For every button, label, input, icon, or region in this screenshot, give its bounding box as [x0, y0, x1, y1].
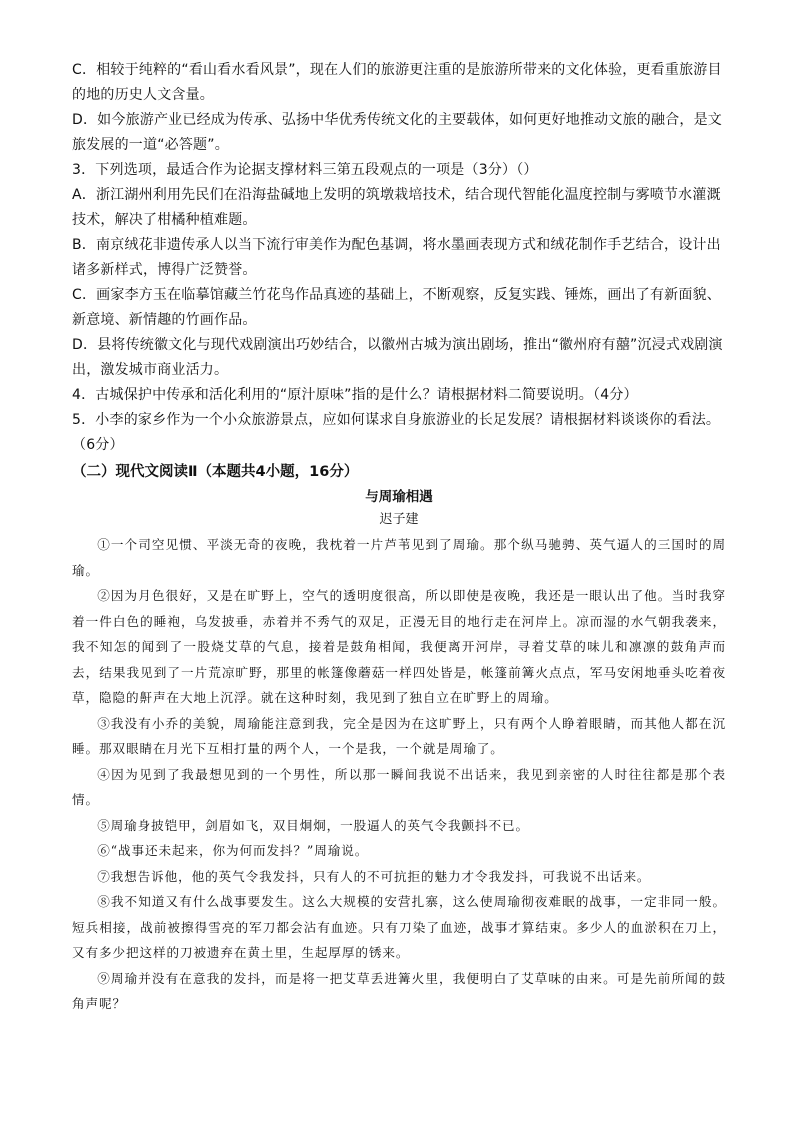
article-paragraph-5: ⑤周瑜身披铠甲，剑眉如飞，双目炯炯，一股逼人的英气令我颤抖不已。: [97, 817, 529, 833]
article-paragraph-7: ⑦我想告诉他，他的英气令我发抖，只有人的不可抗拒的魅力才令我发抖，可我说不出话来。: [97, 868, 651, 884]
question-3-option-d: D．县将传统徽文化与现代戏剧演出巧妙结合，以徽州古城为演出剧场，推出“徽州府有囍”沉浸式戏剧演出，激发城市商业活力。: [72, 337, 723, 378]
question-4: 4．古城保护中传承和活化利用的“原汁原味”指的是什么？请根据材料二简要说明。（4分）: [72, 387, 638, 403]
question-3-option-a: A．浙江湖州利用先民们在沿海盐碱地上发明的筑墩栽培技术，结合现代智能化温度控制与雾喷节水灌溉技术，解决了柑橘种植难题。: [72, 187, 721, 228]
article-paragraph-1: ①一个司空见惯、平淡无奇的夜晚，我枕着一片芦苇见到了周瑜。那个纵马驰骋、英气逼人的三国时的周瑜。: [72, 537, 726, 578]
question-3: 3．下列选项，最适合作为论据支撑材料三第五段观点的一项是（3分）（）: [72, 162, 538, 178]
question-3-option-b: B．南京绒花非遗传承人以当下流行审美作为配色基调，将水墨画表现方式和绒花制作手艺结合，设计出诸多新样式，博得广泛赞誉。: [72, 237, 721, 278]
article-paragraph-4: ④因为见到了我最想见到的一个男性，所以那一瞬间我说不出话来，我见到亲密的人时往往都是那个表情。: [72, 766, 726, 807]
option-d-text: D．如今旅游产业已经成为传承、弘扬中华优秀传统文化的主要载体，如何更好地推动文旅的融合，是文旅发展的一道“必答题”。: [72, 112, 722, 153]
article-paragraph-3: ③我没有小乔的美貌，周瑜能注意到我，完全是因为在这旷野上，只有两个人睁着眼睛，而其他人都在沉睡。那双眼睛在月光下互相打量的两个人，一个是我，一个就是周瑜了。: [72, 715, 726, 756]
article-title: 与周瑜相遇: [365, 489, 433, 505]
article-paragraph-6: ⑥“战事还未起来，你为何而发抖？”周瑜说。: [97, 843, 369, 858]
question-3-option-c: C．画家李方玉在临摹馆藏兰竹花鸟作品真迹的基础上，不断观察，反复实践、锤炼，画出了有新面貌、新意境、新情趣的竹画作品。: [72, 287, 721, 328]
option-c-text: C．相较于纯粹的“看山看水看风景”，现在人们的旅游更注重的是旅游所带来的文化体验，更看重旅游目的地的历史人文含量。: [72, 62, 722, 103]
article-author: 迟子建: [379, 512, 419, 527]
article-paragraph-2: ②因为月色很好，又是在旷野上，空气的透明度很高，所以即使是夜晚，我还是一眼认出了他。当时我穿着一件白色的睡袍，乌发披垂，赤着并不秀气的双足，正漫无目的地行走在河岸上。凉而湿的水气朝我袭来，我不知怎的闻到了一股烧艾草的气息，接着是鼓角相闻，我便离开河岸，寻着艾草的味儿和凛凛的鼓角声而去，结果我见到了一片荒凉旷野，那里的帐篷像蘑菇一样四处皆是，帐篷前篝火点点，军马安闲地垂头吃着夜草，隐隐的鼾声在大地上沉浮。就在这种时刻，我见到了独自立在旷野上的周瑜。: [72, 588, 726, 705]
article-paragraph-9: ⑨周瑜并没有在意我的发抖，而是将一把艾草丢进篝火里，我便明白了艾草味的由来。可是先前所闻的鼓角声呢？: [72, 970, 726, 1011]
page-content: [72, 58, 726, 1017]
section-heading: （二）现代文阅读Ⅱ（本题共4小题，16分）: [72, 464, 359, 480]
article-paragraph-8: ⑧我不知道又有什么战事要发生。这么大规模的安营扎寨，这么使周瑜彻夜难眠的战事，一定非同一般。短兵相接，战前被擦得雪亮的军刀都会沾有血迹。只有刀染了血迹，战事才算结束。多少人的血淤积在刀上，又有多少把这样的刀被遗弃在黄土里，生起厚厚的锈来。: [72, 894, 726, 960]
question-5: 5．小李的家乡作为一个小众旅游景点，应如何谋求自身旅游业的长足发展？请根据材料谈谈你的看法。（6分）: [72, 412, 721, 453]
